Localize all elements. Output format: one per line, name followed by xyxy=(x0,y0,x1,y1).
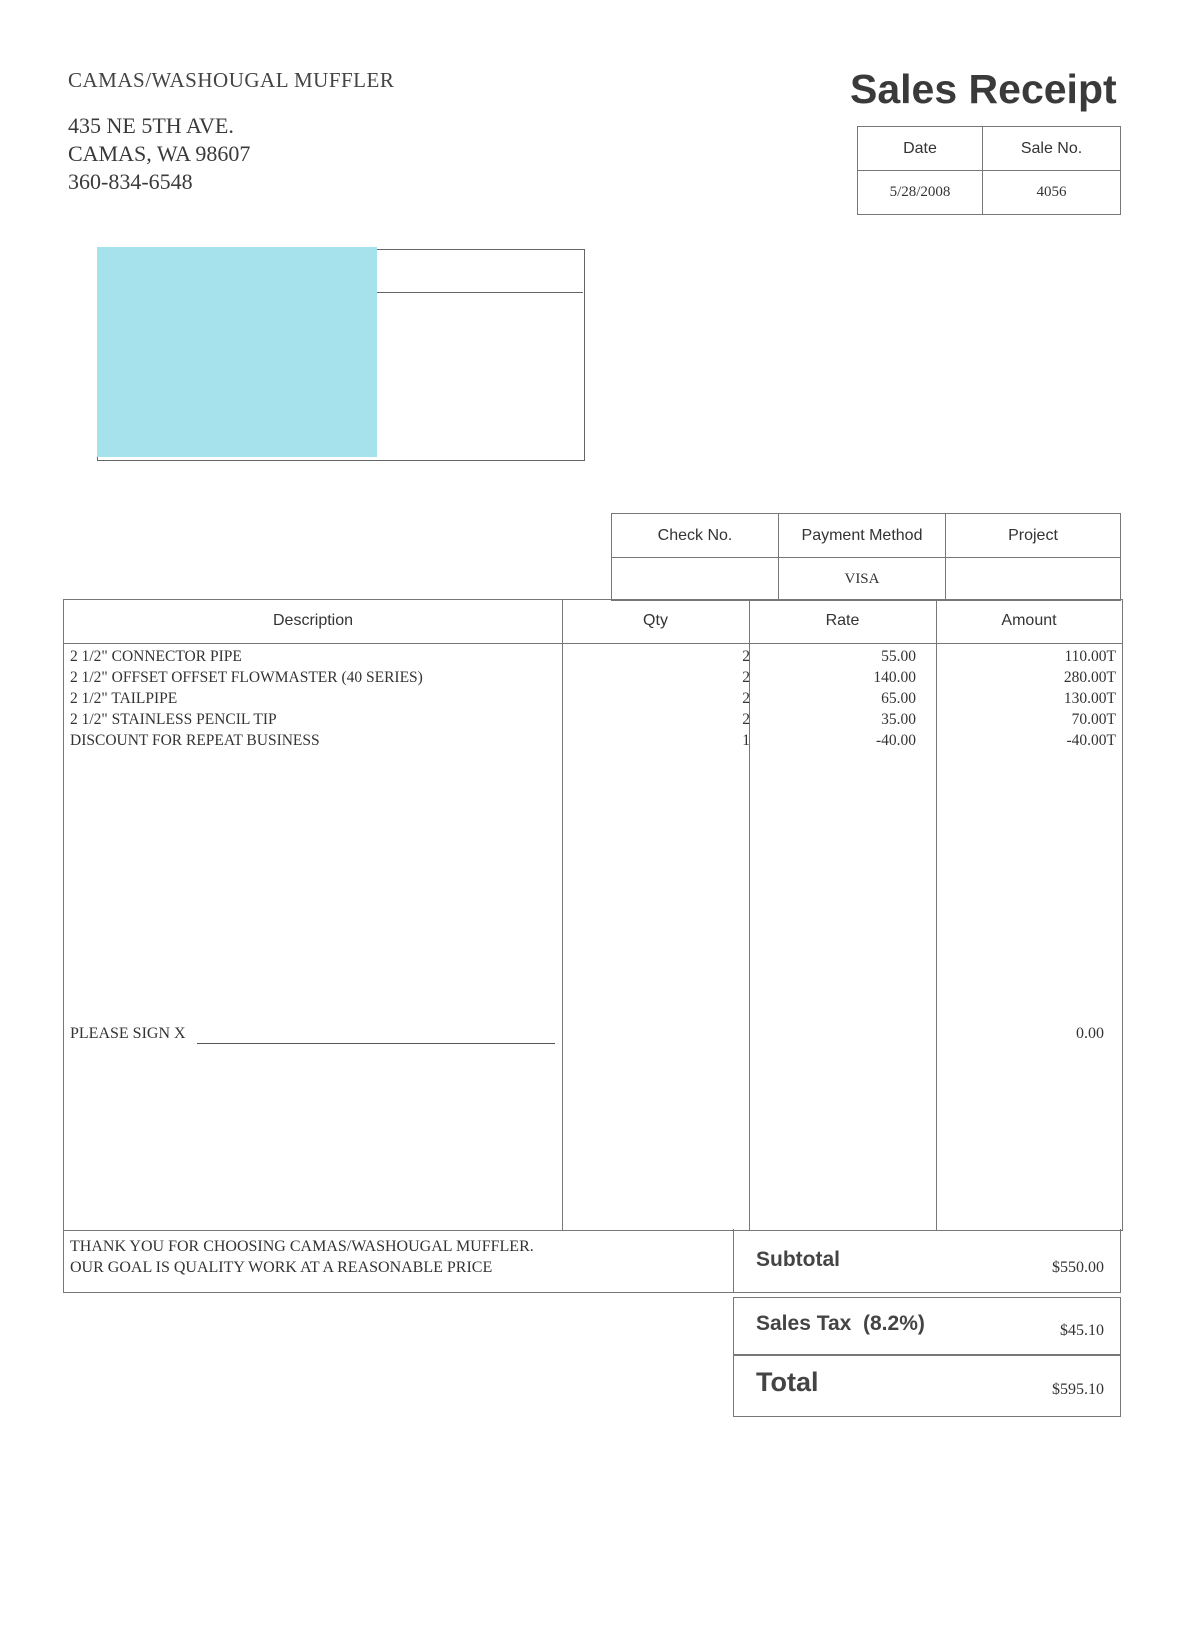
sign-label: PLEASE SIGN X xyxy=(70,1025,186,1042)
redaction-sticker xyxy=(97,247,377,457)
sign-amount: 0.00 xyxy=(1076,1025,1104,1042)
item-rate: 55.00 xyxy=(881,648,916,665)
check-no-header: Check No. xyxy=(612,514,779,558)
item-description: 2 1/2" TAILPIPE xyxy=(70,690,178,707)
subtotal-box xyxy=(733,1229,1121,1293)
item-rate: -40.00 xyxy=(875,732,916,749)
amount-header: Amount xyxy=(1001,612,1057,629)
item-description: 2 1/2" OFFSET OFFSET FLOWMASTER (40 SERIES) xyxy=(70,669,423,686)
table-row xyxy=(64,648,1122,669)
total-box xyxy=(733,1354,1121,1417)
date-header: Date xyxy=(858,127,983,171)
thanks-message xyxy=(70,1236,534,1278)
table-row xyxy=(64,732,1122,753)
payment-method-value: VISA xyxy=(779,558,946,601)
item-amount: 70.00T xyxy=(1071,711,1116,728)
item-qty: 2 xyxy=(742,648,750,665)
address-line2: CAMAS, WA 98607 xyxy=(68,141,251,166)
payment-method-header: Payment Method xyxy=(779,514,946,558)
item-description: DISCOUNT FOR REPEAT BUSINESS xyxy=(70,732,320,749)
item-rate: 140.00 xyxy=(873,669,916,686)
receipt-info-table xyxy=(857,126,1121,215)
item-amount: -40.00T xyxy=(1066,732,1116,749)
project-value xyxy=(946,558,1121,601)
company-address xyxy=(68,112,250,196)
table-row xyxy=(64,669,1122,690)
item-qty: 2 xyxy=(742,690,750,707)
item-description: 2 1/2" STAINLESS PENCIL TIP xyxy=(70,711,277,728)
item-qty: 2 xyxy=(742,669,750,686)
item-rate: 65.00 xyxy=(881,690,916,707)
sale-no-header: Sale No. xyxy=(983,127,1121,171)
thanks-line2: OUR GOAL IS QUALITY WORK AT A REASONABLE PRICE xyxy=(70,1259,493,1276)
receipt-date: 5/28/2008 xyxy=(858,171,983,215)
item-amount: 280.00T xyxy=(1063,669,1116,686)
payment-table xyxy=(611,513,1121,601)
subtotal-value: $550.00 xyxy=(1052,1259,1104,1276)
description-header: Description xyxy=(272,612,354,629)
check-no-value xyxy=(612,558,779,601)
item-rate: 35.00 xyxy=(881,711,916,728)
table-row xyxy=(64,711,1122,732)
qty-header: Qty xyxy=(643,612,668,629)
total-value: $595.10 xyxy=(1052,1381,1104,1398)
page-title: Sales Receipt xyxy=(850,66,1117,112)
item-amount: 130.00T xyxy=(1063,690,1116,707)
signature-line[interactable] xyxy=(197,1043,555,1044)
item-description: 2 1/2" CONNECTOR PIPE xyxy=(70,648,242,665)
total-label: Total xyxy=(756,1367,819,1397)
sales-tax-value: $45.10 xyxy=(1060,1322,1104,1339)
project-header: Project xyxy=(946,514,1121,558)
sale-number: 4056 xyxy=(983,171,1121,215)
subtotal-label: Subtotal xyxy=(756,1248,840,1271)
table-row xyxy=(64,690,1122,711)
item-qty: 2 xyxy=(742,711,750,728)
sales-tax-label: Sales Tax (8.2%) xyxy=(756,1312,925,1335)
sales-tax-box xyxy=(733,1297,1121,1356)
company-phone: 360-834-6548 xyxy=(68,169,193,194)
rate-header: Rate xyxy=(825,612,860,629)
address-line1: 435 NE 5TH AVE. xyxy=(68,113,234,138)
item-qty: 1 xyxy=(742,732,750,749)
items-table xyxy=(63,599,1123,1231)
bill-to-divider xyxy=(373,292,583,293)
company-name: CAMAS/WASHOUGAL MUFFLER xyxy=(68,68,395,92)
item-amount: 110.00T xyxy=(1064,648,1116,665)
thanks-line1: THANK YOU FOR CHOOSING CAMAS/WASHOUGAL MUFFLER. xyxy=(70,1238,534,1255)
